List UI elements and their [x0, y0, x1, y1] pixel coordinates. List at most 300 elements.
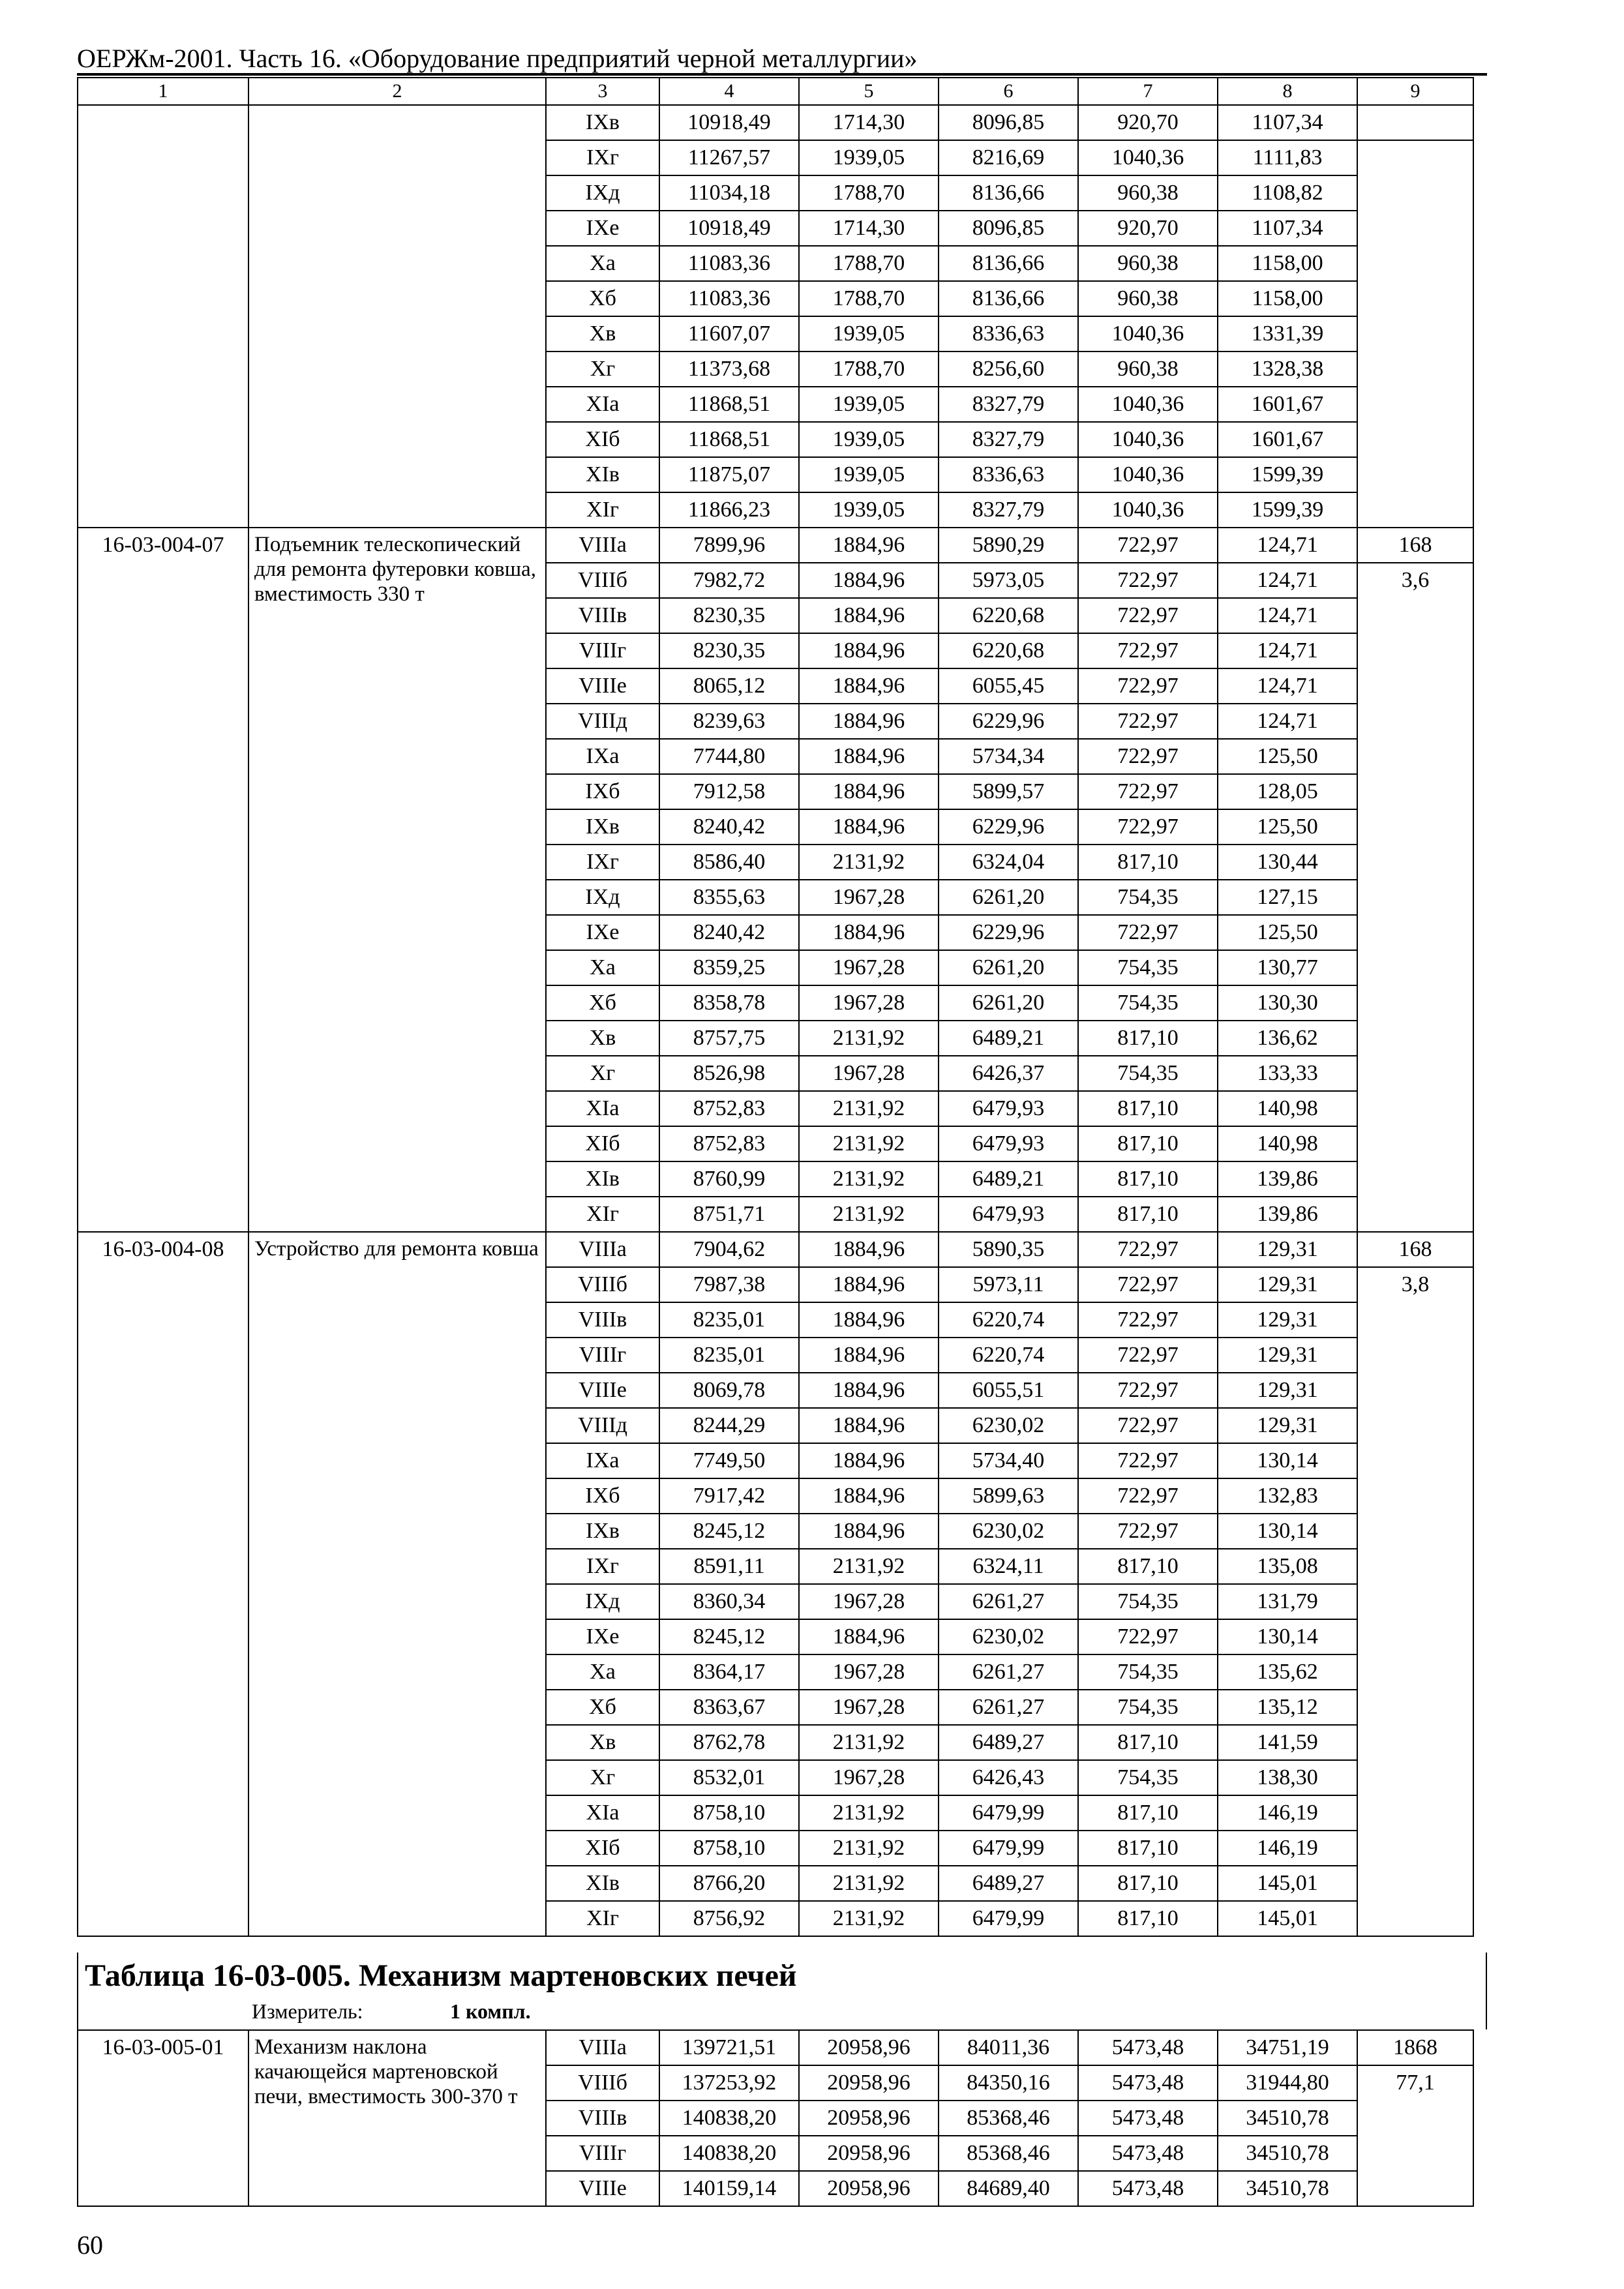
value-cell-col4: 8360,34	[659, 1584, 799, 1619]
value-cell-col7: 920,70	[1078, 211, 1218, 246]
value-cell-col8: 139,86	[1218, 1161, 1357, 1197]
value-cell-col6: 6261,27	[939, 1690, 1078, 1725]
column-number: 1	[78, 78, 248, 105]
value-cell-col5: 2131,92	[799, 1725, 939, 1760]
meter-label: Измеритель:	[252, 1999, 363, 2023]
value-cell-col7: 960,38	[1078, 246, 1218, 281]
value-cell-col6: 6261,27	[939, 1584, 1078, 1619]
value-cell-col8: 129,31	[1218, 1373, 1357, 1408]
value-cell-col6: 8336,63	[939, 316, 1078, 352]
value-cell-col4: 11868,51	[659, 422, 799, 457]
value-cell-col4: 8756,92	[659, 1901, 799, 1936]
value-cell-col6: 5973,05	[939, 563, 1078, 598]
value-cell-col5: 1884,96	[799, 1443, 939, 1478]
value-cell-col8: 132,83	[1218, 1478, 1357, 1514]
region-zone-cell: VIIIв	[546, 2101, 659, 2136]
value-cell-col5: 1939,05	[799, 316, 939, 352]
value-cell-col8: 145,01	[1218, 1866, 1357, 1901]
value-cell-col6: 6261,20	[939, 985, 1078, 1021]
region-zone-cell: VIIIб	[546, 2065, 659, 2101]
value-cell-col6: 8216,69	[939, 140, 1078, 175]
value-cell-col5: 1884,96	[799, 668, 939, 704]
rates-table-16-03-005-body	[78, 2030, 1473, 2206]
region-zone-cell: VIIIа	[546, 528, 659, 563]
value-cell-col4: 7904,62	[659, 1232, 799, 1267]
value-cell-col4: 8760,99	[659, 1161, 799, 1197]
value-cell-col7: 754,35	[1078, 1654, 1218, 1690]
value-cell-col8: 130,44	[1218, 845, 1357, 880]
rates-table-16-03-005	[77, 2029, 1474, 2207]
value-cell-col8: 1108,82	[1218, 175, 1357, 211]
value-cell-col4: 8230,35	[659, 598, 799, 633]
region-zone-cell: IXд	[546, 175, 659, 211]
value-cell-col7: 817,10	[1078, 1831, 1218, 1866]
region-zone-cell: VIIIг	[546, 1338, 659, 1373]
value-cell-col7: 722,97	[1078, 1443, 1218, 1478]
value-cell-col8: 124,71	[1218, 598, 1357, 633]
value-cell-col5: 20958,96	[799, 2136, 939, 2171]
value-cell-col8: 34510,78	[1218, 2171, 1357, 2206]
value-cell-col5: 2131,92	[799, 1866, 939, 1901]
value-cell-col5: 2131,92	[799, 1549, 939, 1584]
value-cell-col4: 8065,12	[659, 668, 799, 704]
value-cell-col8: 129,31	[1218, 1232, 1357, 1267]
value-cell-col4: 11373,68	[659, 352, 799, 387]
value-cell-col4: 10918,49	[659, 105, 799, 140]
col9-value-cell: 168	[1357, 528, 1473, 563]
value-cell-col7: 722,97	[1078, 598, 1218, 633]
column-number: 7	[1078, 78, 1218, 105]
value-cell-col8: 34510,78	[1218, 2136, 1357, 2171]
value-cell-col8: 140,98	[1218, 1091, 1357, 1126]
value-cell-col5: 1884,96	[799, 774, 939, 809]
region-zone-cell: IXг	[546, 845, 659, 880]
col9-value-cell	[1357, 140, 1473, 528]
value-cell-col7: 722,97	[1078, 528, 1218, 563]
value-cell-col8: 124,71	[1218, 563, 1357, 598]
value-cell-col5: 1967,28	[799, 1690, 939, 1725]
value-cell-col4: 8244,29	[659, 1408, 799, 1443]
value-cell-col7: 817,10	[1078, 1549, 1218, 1584]
value-cell-col4: 7912,58	[659, 774, 799, 809]
region-zone-cell: XIб	[546, 1126, 659, 1161]
value-cell-col5: 1714,30	[799, 105, 939, 140]
value-cell-col6: 5899,63	[939, 1478, 1078, 1514]
region-zone-cell: Xг	[546, 1056, 659, 1091]
value-cell-col4: 8069,78	[659, 1373, 799, 1408]
value-cell-col4: 140838,20	[659, 2101, 799, 2136]
value-cell-col7: 5473,48	[1078, 2171, 1218, 2206]
region-zone-cell: Xб	[546, 985, 659, 1021]
value-cell-col7: 754,35	[1078, 1690, 1218, 1725]
value-cell-col6: 6479,93	[939, 1091, 1078, 1126]
region-zone-cell: VIIIв	[546, 1302, 659, 1338]
rate-description-cell: Устройство для ремонта ковша	[248, 1232, 546, 1936]
value-cell-col5: 1967,28	[799, 1760, 939, 1795]
value-cell-col6: 5734,40	[939, 1443, 1078, 1478]
value-cell-col7: 754,35	[1078, 880, 1218, 915]
value-cell-col7: 817,10	[1078, 1161, 1218, 1197]
region-zone-cell: XIб	[546, 422, 659, 457]
value-cell-col7: 722,97	[1078, 1478, 1218, 1514]
value-cell-col8: 128,05	[1218, 774, 1357, 809]
value-cell-col5: 20958,96	[799, 2101, 939, 2136]
value-cell-col5: 2131,92	[799, 1901, 939, 1936]
value-cell-col4: 8235,01	[659, 1338, 799, 1373]
value-cell-col7: 817,10	[1078, 1021, 1218, 1056]
region-zone-cell: XIа	[546, 387, 659, 422]
value-cell-col4: 10918,49	[659, 211, 799, 246]
col9-value-cell: 3,6	[1357, 563, 1473, 1232]
value-cell-col6: 85368,46	[939, 2136, 1078, 2171]
value-cell-col5: 1884,96	[799, 1408, 939, 1443]
value-cell-col7: 1040,36	[1078, 457, 1218, 492]
value-cell-col5: 1939,05	[799, 457, 939, 492]
region-zone-cell: VIIIе	[546, 668, 659, 704]
value-cell-col4: 11034,18	[659, 175, 799, 211]
region-zone-cell: VIIIа	[546, 2030, 659, 2065]
value-cell-col6: 6220,74	[939, 1302, 1078, 1338]
value-cell-col4: 8245,12	[659, 1514, 799, 1549]
value-cell-col5: 20958,96	[799, 2030, 939, 2065]
value-cell-col7: 817,10	[1078, 1795, 1218, 1831]
value-cell-col4: 8758,10	[659, 1795, 799, 1831]
value-cell-col6: 6055,45	[939, 668, 1078, 704]
value-cell-col8: 129,31	[1218, 1338, 1357, 1373]
value-cell-col7: 722,97	[1078, 915, 1218, 950]
value-cell-col7: 722,97	[1078, 1408, 1218, 1443]
value-cell-col5: 20958,96	[799, 2065, 939, 2101]
region-zone-cell: XIа	[546, 1091, 659, 1126]
value-cell-col5: 1939,05	[799, 492, 939, 528]
value-cell-col8: 124,71	[1218, 704, 1357, 739]
value-cell-col4: 8752,83	[659, 1126, 799, 1161]
value-cell-col4: 8766,20	[659, 1866, 799, 1901]
value-cell-col4: 7749,50	[659, 1443, 799, 1478]
value-cell-col7: 960,38	[1078, 281, 1218, 316]
table-row	[78, 1232, 1473, 1267]
value-cell-col5: 2131,92	[799, 1021, 939, 1056]
value-cell-col6: 6479,99	[939, 1901, 1078, 1936]
column-number: 9	[1357, 78, 1473, 105]
region-zone-cell: VIIIд	[546, 1408, 659, 1443]
value-cell-col6: 85368,46	[939, 2101, 1078, 2136]
value-cell-col5: 1967,28	[799, 1584, 939, 1619]
region-zone-cell: VIIIе	[546, 1373, 659, 1408]
value-cell-col6: 6220,74	[939, 1338, 1078, 1373]
value-cell-col5: 1788,70	[799, 281, 939, 316]
value-cell-col8: 1599,39	[1218, 492, 1357, 528]
value-cell-col4: 8757,75	[659, 1021, 799, 1056]
value-cell-col7: 960,38	[1078, 352, 1218, 387]
value-cell-col6: 6261,20	[939, 950, 1078, 985]
rate-description-cell	[248, 105, 546, 528]
value-cell-col4: 11083,36	[659, 281, 799, 316]
value-cell-col5: 1884,96	[799, 704, 939, 739]
value-cell-col6: 6324,04	[939, 845, 1078, 880]
value-cell-col5: 1884,96	[799, 1514, 939, 1549]
region-zone-cell: IXв	[546, 1514, 659, 1549]
region-zone-cell: IXе	[546, 915, 659, 950]
region-zone-cell: Xг	[546, 1760, 659, 1795]
value-cell-col5: 1967,28	[799, 1056, 939, 1091]
value-cell-col6: 6426,37	[939, 1056, 1078, 1091]
value-cell-col7: 722,97	[1078, 1514, 1218, 1549]
value-cell-col7: 817,10	[1078, 1091, 1218, 1126]
value-cell-col6: 8136,66	[939, 175, 1078, 211]
value-cell-col7: 722,97	[1078, 1373, 1218, 1408]
rate-code-cell	[78, 105, 248, 528]
region-zone-cell: VIIIб	[546, 563, 659, 598]
value-cell-col7: 1040,36	[1078, 492, 1218, 528]
value-cell-col8: 146,19	[1218, 1831, 1357, 1866]
value-cell-col4: 8762,78	[659, 1725, 799, 1760]
value-cell-col8: 138,30	[1218, 1760, 1357, 1795]
region-zone-cell: IXд	[546, 880, 659, 915]
value-cell-col8: 1331,39	[1218, 316, 1357, 352]
region-zone-cell: IXв	[546, 809, 659, 845]
value-cell-col8: 125,50	[1218, 809, 1357, 845]
value-cell-col7: 722,97	[1078, 1267, 1218, 1302]
value-cell-col8: 139,86	[1218, 1197, 1357, 1232]
value-cell-col5: 2131,92	[799, 1831, 939, 1866]
value-cell-col8: 130,14	[1218, 1443, 1357, 1478]
table-row	[78, 528, 1473, 563]
region-zone-cell: IXв	[546, 105, 659, 140]
value-cell-col4: 140838,20	[659, 2136, 799, 2171]
value-cell-col5: 1884,96	[799, 1373, 939, 1408]
value-cell-col7: 722,97	[1078, 739, 1218, 774]
value-cell-col6: 5973,11	[939, 1267, 1078, 1302]
page-number: 60	[77, 2230, 103, 2260]
value-cell-col7: 722,97	[1078, 1619, 1218, 1654]
region-zone-cell: IXе	[546, 211, 659, 246]
value-cell-col7: 5473,48	[1078, 2101, 1218, 2136]
value-cell-col8: 130,14	[1218, 1619, 1357, 1654]
value-cell-col8: 1111,83	[1218, 140, 1357, 175]
rate-description-cell: Подъемник телескопический для ремонта футеровки ковша, вместимость 330 т	[248, 528, 546, 1232]
value-cell-col4: 137253,92	[659, 2065, 799, 2101]
value-cell-col5: 1967,28	[799, 880, 939, 915]
region-zone-cell: VIIIв	[546, 598, 659, 633]
table-row	[78, 2030, 1473, 2065]
value-cell-col4: 11866,23	[659, 492, 799, 528]
value-cell-col8: 135,12	[1218, 1690, 1357, 1725]
value-cell-col6: 6055,51	[939, 1373, 1078, 1408]
value-cell-col5: 2131,92	[799, 1091, 939, 1126]
column-number: 3	[546, 78, 659, 105]
region-zone-cell: VIIIб	[546, 1267, 659, 1302]
value-cell-col7: 5473,48	[1078, 2030, 1218, 2065]
value-cell-col8: 125,50	[1218, 915, 1357, 950]
rate-code-cell: 16-03-004-07	[78, 528, 248, 1232]
value-cell-col5: 20958,96	[799, 2171, 939, 2206]
value-cell-col6: 6229,96	[939, 915, 1078, 950]
value-cell-col4: 7899,96	[659, 528, 799, 563]
value-cell-col4: 8235,01	[659, 1302, 799, 1338]
value-cell-col7: 754,35	[1078, 950, 1218, 985]
value-cell-col7: 817,10	[1078, 1901, 1218, 1936]
value-cell-col7: 722,97	[1078, 633, 1218, 668]
value-cell-col6: 6230,02	[939, 1408, 1078, 1443]
value-cell-col5: 1884,96	[799, 528, 939, 563]
region-zone-cell: XIа	[546, 1795, 659, 1831]
region-zone-cell: Xб	[546, 1690, 659, 1725]
value-cell-col5: 1788,70	[799, 175, 939, 211]
value-cell-col5: 1884,96	[799, 633, 939, 668]
value-cell-col8: 1328,38	[1218, 352, 1357, 387]
value-cell-col5: 1884,96	[799, 1232, 939, 1267]
value-cell-col5: 1967,28	[799, 1654, 939, 1690]
value-cell-col8: 1158,00	[1218, 281, 1357, 316]
value-cell-col8: 129,31	[1218, 1408, 1357, 1443]
region-zone-cell: Xв	[546, 1021, 659, 1056]
region-zone-cell: VIIIа	[546, 1232, 659, 1267]
value-cell-col4: 8358,78	[659, 985, 799, 1021]
value-cell-col7: 817,10	[1078, 1725, 1218, 1760]
value-cell-col8: 133,33	[1218, 1056, 1357, 1091]
value-cell-col6: 5890,35	[939, 1232, 1078, 1267]
value-cell-col5: 1967,28	[799, 950, 939, 985]
value-cell-col8: 130,14	[1218, 1514, 1357, 1549]
value-cell-col4: 8758,10	[659, 1831, 799, 1866]
value-cell-col6: 5734,34	[939, 739, 1078, 774]
region-zone-cell: Xг	[546, 352, 659, 387]
value-cell-col7: 722,97	[1078, 809, 1218, 845]
region-zone-cell: XIг	[546, 492, 659, 528]
value-cell-col8: 1107,34	[1218, 105, 1357, 140]
value-cell-col8: 129,31	[1218, 1302, 1357, 1338]
value-cell-col7: 5473,48	[1078, 2136, 1218, 2171]
value-cell-col8: 124,71	[1218, 528, 1357, 563]
value-cell-col4: 8239,63	[659, 704, 799, 739]
rates-table	[77, 77, 1474, 1937]
value-cell-col8: 1601,67	[1218, 422, 1357, 457]
value-cell-col5: 1788,70	[799, 246, 939, 281]
region-zone-cell: VIIIе	[546, 2171, 659, 2206]
value-cell-col4: 8363,67	[659, 1690, 799, 1725]
region-zone-cell: IXб	[546, 774, 659, 809]
value-cell-col7: 1040,36	[1078, 316, 1218, 352]
value-cell-col8: 1107,34	[1218, 211, 1357, 246]
region-zone-cell: XIб	[546, 1831, 659, 1866]
region-zone-cell: IXг	[546, 140, 659, 175]
value-cell-col6: 6489,21	[939, 1021, 1078, 1056]
value-cell-col7: 754,35	[1078, 1056, 1218, 1091]
region-zone-cell: VIIIг	[546, 633, 659, 668]
value-cell-col7: 1040,36	[1078, 422, 1218, 457]
value-cell-col8: 140,98	[1218, 1126, 1357, 1161]
value-cell-col7: 5473,48	[1078, 2065, 1218, 2101]
value-cell-col5: 2131,92	[799, 1795, 939, 1831]
value-cell-col8: 1599,39	[1218, 457, 1357, 492]
column-number: 4	[659, 78, 799, 105]
value-cell-col8: 135,62	[1218, 1654, 1357, 1690]
value-cell-col5: 2131,92	[799, 845, 939, 880]
meter-line	[252, 1997, 531, 2026]
value-cell-col5: 2131,92	[799, 1197, 939, 1232]
value-cell-col5: 1884,96	[799, 1267, 939, 1302]
region-zone-cell: Xа	[546, 1654, 659, 1690]
value-cell-col4: 7917,42	[659, 1478, 799, 1514]
value-cell-col7: 722,97	[1078, 563, 1218, 598]
value-cell-col4: 8245,12	[659, 1619, 799, 1654]
value-cell-col8: 127,15	[1218, 880, 1357, 915]
region-zone-cell: XIг	[546, 1901, 659, 1936]
value-cell-col7: 754,35	[1078, 1760, 1218, 1795]
value-cell-col5: 2131,92	[799, 1126, 939, 1161]
value-cell-col7: 722,97	[1078, 1338, 1218, 1373]
column-number-row	[78, 78, 1473, 105]
value-cell-col5: 1884,96	[799, 1478, 939, 1514]
value-cell-col5: 1939,05	[799, 387, 939, 422]
column-number: 2	[248, 78, 546, 105]
value-cell-col4: 8364,17	[659, 1654, 799, 1690]
region-zone-cell: Xа	[546, 246, 659, 281]
value-cell-col4: 140159,14	[659, 2171, 799, 2206]
value-cell-col5: 1714,30	[799, 211, 939, 246]
region-zone-cell: XIв	[546, 1161, 659, 1197]
value-cell-col7: 920,70	[1078, 105, 1218, 140]
value-cell-col6: 6324,11	[939, 1549, 1078, 1584]
value-cell-col5: 1884,96	[799, 1338, 939, 1373]
table-row	[78, 105, 1473, 140]
value-cell-col5: 2131,92	[799, 1161, 939, 1197]
value-cell-col6: 6261,27	[939, 1654, 1078, 1690]
value-cell-col5: 1884,96	[799, 1302, 939, 1338]
value-cell-col8: 130,77	[1218, 950, 1357, 985]
value-cell-col6: 8136,66	[939, 281, 1078, 316]
value-cell-col8: 131,79	[1218, 1584, 1357, 1619]
value-cell-col5: 1939,05	[799, 140, 939, 175]
col9-value-cell: 77,1	[1357, 2065, 1473, 2206]
column-number: 8	[1218, 78, 1357, 105]
value-cell-col7: 722,97	[1078, 668, 1218, 704]
value-cell-col4: 8230,35	[659, 633, 799, 668]
region-zone-cell: VIIIд	[546, 704, 659, 739]
value-cell-col6: 6230,02	[939, 1619, 1078, 1654]
value-cell-col8: 125,50	[1218, 739, 1357, 774]
value-cell-col6: 6489,27	[939, 1725, 1078, 1760]
section-title: Таблица 16-03-005. Механизм мартеновских печей	[85, 1958, 797, 1993]
value-cell-col4: 8586,40	[659, 845, 799, 880]
rates-table-body	[78, 78, 1473, 1936]
region-zone-cell: XIв	[546, 1866, 659, 1901]
value-cell-col6: 6489,21	[939, 1161, 1078, 1197]
col9-value-cell	[1357, 105, 1473, 140]
value-cell-col5: 1884,96	[799, 739, 939, 774]
value-cell-col5: 1939,05	[799, 422, 939, 457]
value-cell-col7: 1040,36	[1078, 387, 1218, 422]
rate-description-cell: Механизм наклона качающейся мартеновской печи, вместимость 300-370 т	[248, 2030, 546, 2206]
region-zone-cell: VIIIг	[546, 2136, 659, 2171]
value-cell-col7: 722,97	[1078, 1302, 1218, 1338]
value-cell-col7: 722,97	[1078, 774, 1218, 809]
value-cell-col7: 817,10	[1078, 1126, 1218, 1161]
value-cell-col7: 960,38	[1078, 175, 1218, 211]
document-header: ОЕРЖм-2001. Часть 16. «Оборудование предприятий черной металлургии»	[77, 44, 918, 73]
value-cell-col6: 8136,66	[939, 246, 1078, 281]
value-cell-col6: 8096,85	[939, 211, 1078, 246]
region-zone-cell: IXа	[546, 1443, 659, 1478]
value-cell-col6: 8096,85	[939, 105, 1078, 140]
value-cell-col6: 6220,68	[939, 598, 1078, 633]
value-cell-col7: 754,35	[1078, 985, 1218, 1021]
region-zone-cell: IXд	[546, 1584, 659, 1619]
value-cell-col4: 11607,07	[659, 316, 799, 352]
value-cell-col7: 817,10	[1078, 1866, 1218, 1901]
value-cell-col6: 6229,96	[939, 704, 1078, 739]
